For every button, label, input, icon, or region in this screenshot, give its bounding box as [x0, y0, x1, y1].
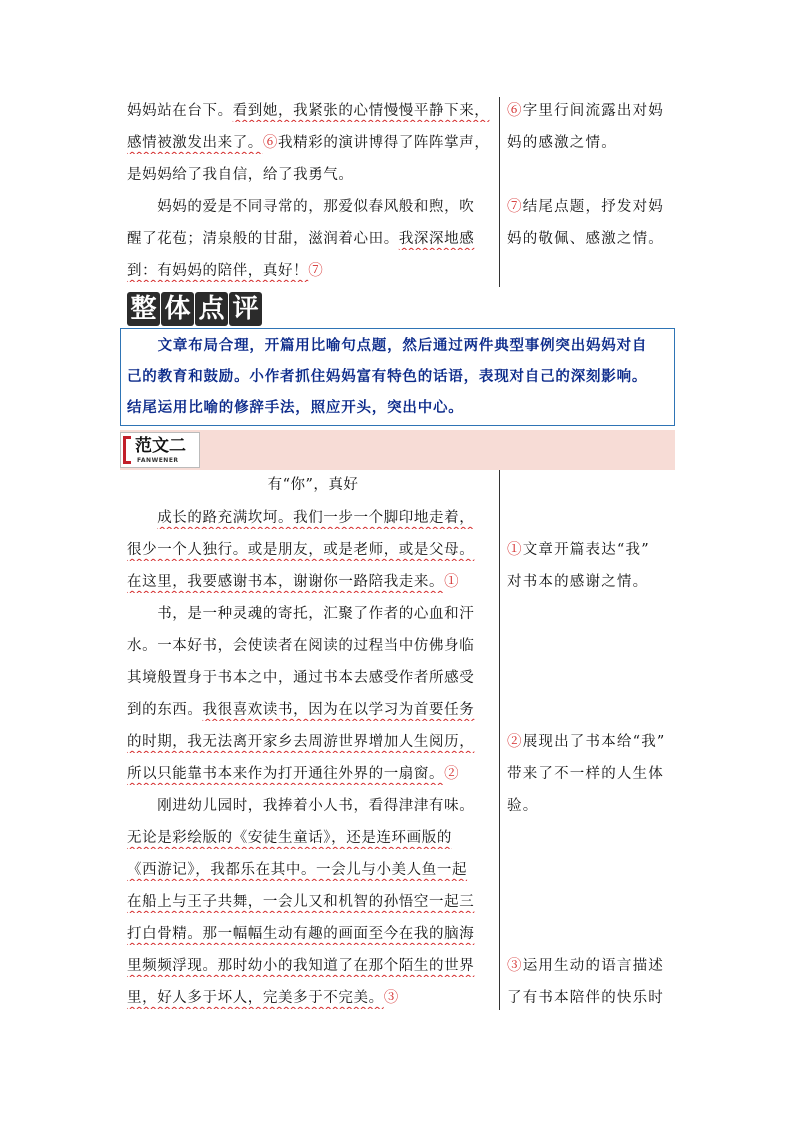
review-text-line: 己的教育和鼓励。小作者抓住妈妈富有特色的话语，表现对自己的深刻影响。: [127, 368, 648, 385]
text-segment: 到的东西。: [127, 702, 203, 718]
body-text-line: [127, 667, 499, 689]
margin-note-line: ③运用生动的语言描述: [507, 958, 665, 974]
body-text-line: [127, 699, 499, 721]
review-tag-char: 点: [195, 292, 228, 326]
review-text-line: 文章布局合理，开篇用比喻句点题，然后通过两件典型事例突出妈妈对自: [127, 337, 648, 354]
text-segment: 里频频浮现。那时幼小的我知道了在那个陌生的世界: [127, 958, 475, 974]
body-text-line: [127, 923, 499, 945]
review-text-line: 结尾运用比喻的修辞手法，照应开头，突出中心。: [127, 399, 464, 416]
body-text-line: [127, 539, 499, 561]
margin-note-line: ⑦结尾点题，抒发对妈: [507, 199, 665, 215]
margin-note-line: 妈的感激之情。: [507, 135, 617, 151]
body-text-line: [127, 571, 499, 593]
column-divider-top: [499, 97, 500, 287]
text-segment: 成长的路充满坎坷。我们一步一个脚印地走着，: [157, 510, 475, 526]
text-segment: 在这里，我要感谢书本，谢谢你一路陪我走来。: [127, 574, 445, 590]
body-text-line: [127, 955, 499, 977]
body-text-line: [127, 795, 499, 817]
text-segment: 在船上与王子共舞，一会儿又和机智的孙悟空一起三: [127, 894, 475, 910]
text-segment: 醒了花苞；清泉般的甘甜，滋润着心田。: [127, 231, 399, 247]
text-segment: 我深深地感: [398, 231, 475, 247]
text-segment: 其境般置身于书本之中，通过书本去感受作者所感受: [127, 670, 475, 686]
text-segment: 是妈妈给了我自信，给了我勇气。: [127, 167, 354, 183]
text-segment: 看到她，我紧张的心情慢慢平静下来，: [232, 103, 490, 119]
margin-note-line: 验。: [507, 798, 539, 814]
margin-note-line: ①文章开篇表达“我”: [507, 542, 650, 558]
body-text-line: [127, 987, 499, 1009]
body-text-line: [127, 164, 499, 186]
text-segment: 很少一个人独行。或是朋友，或是老师，或是父母。: [127, 542, 475, 558]
text-segment: 《西游记》，我都乐在其中。一会儿与小美人鱼一起: [127, 862, 468, 878]
sample-header-band: [120, 430, 675, 470]
body-text-line: [127, 827, 499, 849]
body-text-line: [127, 859, 499, 881]
margin-note-line: ⑥字里行间流露出对妈: [507, 103, 665, 119]
body-text-line: [127, 228, 499, 250]
margin-note-line: 带来了不一样的人生体: [507, 766, 664, 782]
annotation-marker: ②: [444, 766, 460, 782]
text-segment: [127, 510, 157, 526]
text-segment: 感情被激发出来了。: [127, 135, 263, 151]
sample-logo: [120, 432, 200, 468]
text-segment: 水。一本好书，会使读者在阅读的过程当中仿佛身临: [127, 638, 475, 654]
sample-logo-subtitle: FANWENER: [137, 457, 179, 464]
text-segment: 刚进幼儿园时，我捧着小人书，看得津津有味。: [127, 798, 475, 814]
sample-logo-title: 范文二: [135, 436, 186, 456]
overall-review-tag: [127, 292, 262, 326]
body-text-line: [127, 196, 499, 218]
review-tag-char: 评: [229, 292, 262, 326]
text-segment: 打白骨精。那一幅幅生动有趣的画面至今在我的脑海: [127, 926, 475, 942]
text-segment: 妈妈的爱是不同寻常的，那爱似春风般和煦，吹: [127, 199, 475, 215]
logo-bracket-icon: [123, 436, 131, 464]
text-segment: 妈妈站在台下。: [127, 103, 233, 119]
body-text-line: [127, 507, 499, 529]
annotation-marker: ⑥: [262, 135, 279, 151]
text-segment: 所以只能靠书本来作为打开通往外界的一扇窗。: [127, 766, 445, 782]
body-text-line: [127, 603, 499, 625]
body-text-line: [127, 260, 499, 282]
review-tag-char: 体: [161, 292, 194, 326]
text-segment: 无论是彩绘版的《安徒生童话》，还是连环画版的: [127, 830, 452, 846]
text-segment: 的时期，我无法离开家乡去周游世界增加人生阅历，: [127, 734, 475, 750]
body-text-line: [127, 635, 499, 657]
text-segment: 我精彩的演讲博得了阵阵掌声，: [278, 135, 490, 151]
body-text-line: [127, 731, 499, 753]
body-text-line: [127, 100, 499, 122]
body-text-line: [127, 763, 499, 785]
text-segment: 书，是一种灵魂的寄托，汇聚了作者的心血和汗: [127, 606, 475, 622]
text-segment: 我很喜欢读书，因为在以学习为首要任务: [202, 702, 475, 718]
margin-note-line: 了有书本陪伴的快乐时: [507, 990, 664, 1006]
text-segment: 到：有妈妈的陪伴，真好！: [127, 263, 309, 279]
text-segment: 里，好人多于坏人，完美多于不完美。: [127, 990, 384, 1006]
essay-title: 有“你”，真好: [267, 477, 359, 493]
annotation-marker: ③: [383, 990, 399, 1006]
margin-note-line: 妈的敬佩、感激之情。: [507, 231, 664, 247]
margin-note-line: 对书本的感谢之情。: [507, 574, 649, 590]
body-text-line: [127, 132, 499, 154]
review-tag-char: 整: [127, 292, 160, 326]
annotation-marker: ⑦: [308, 263, 324, 279]
annotation-marker: ①: [444, 574, 460, 590]
margin-note-line: ②展现出了书本给“我”: [507, 734, 666, 750]
body-text-line: [127, 891, 499, 913]
column-divider-bottom: [499, 470, 500, 1010]
